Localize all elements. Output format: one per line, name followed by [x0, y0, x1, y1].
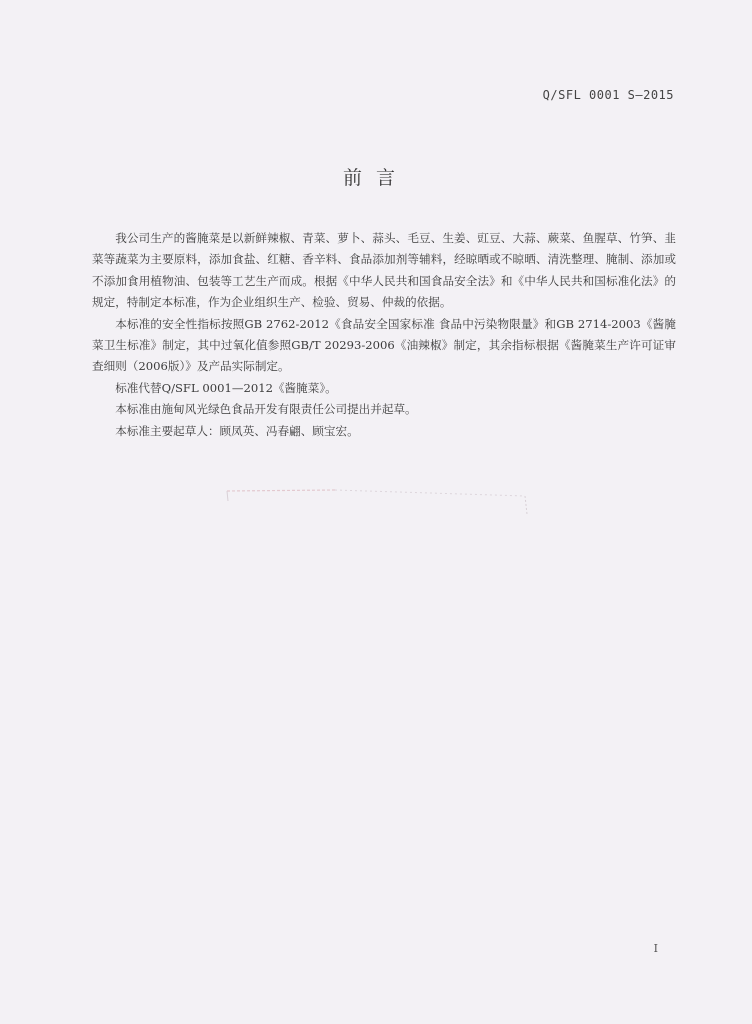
preface-body [92, 228, 676, 442]
paragraph-drafters: 本标准主要起草人：顾凤英、冯春翩、顾宝宏。 [115, 423, 359, 438]
paragraph-intro: 我公司生产的酱腌菜是以新鲜辣椒、青菜、萝卜、蒜头、毛豆、生姜、豇豆、大蒜、蕨菜、鱼腥草、竹笋、韭菜等蔬菜为主要原料，添加食盐、红糖、香辛料、食品添加剂等辅料，经晾晒或不晾晒、清洗整理、腌制、添加或不添加食用植物油、包装等工艺生产而成。根据《中华人民共和国食品安全法》和《中华人民共和国标准化法》的规定，特制定本标准，作为企业组织生产、检验、贸易、仲裁的依据。 [92, 231, 676, 310]
page-title: 前言 [342, 167, 409, 189]
scan-artifact-mark [225, 487, 530, 517]
paragraph-safety-indicators: 本标准的安全性指标按照GB 2762-2012《食品安全国家标准 食品中污染物限量》和GB 2714-2003《酱腌菜卫生标准》制定，其中过氧化值参照GB/T 20293-2006《油辣椒》制定，其余指标根据《酱腌菜生产许可证审查细则（2006版）》及产品实际制定。 [92, 316, 676, 374]
paragraph-replaces: 标准代替Q/SFL 0001—2012《酱腌菜》。 [115, 380, 337, 395]
document-code: Q/SFL 0001 S—2015 [542, 88, 674, 102]
paragraph-proposer: 本标准由施甸风光绿色食品开发有限责任公司提出并起草。 [115, 402, 417, 417]
page-number: I [653, 942, 658, 955]
